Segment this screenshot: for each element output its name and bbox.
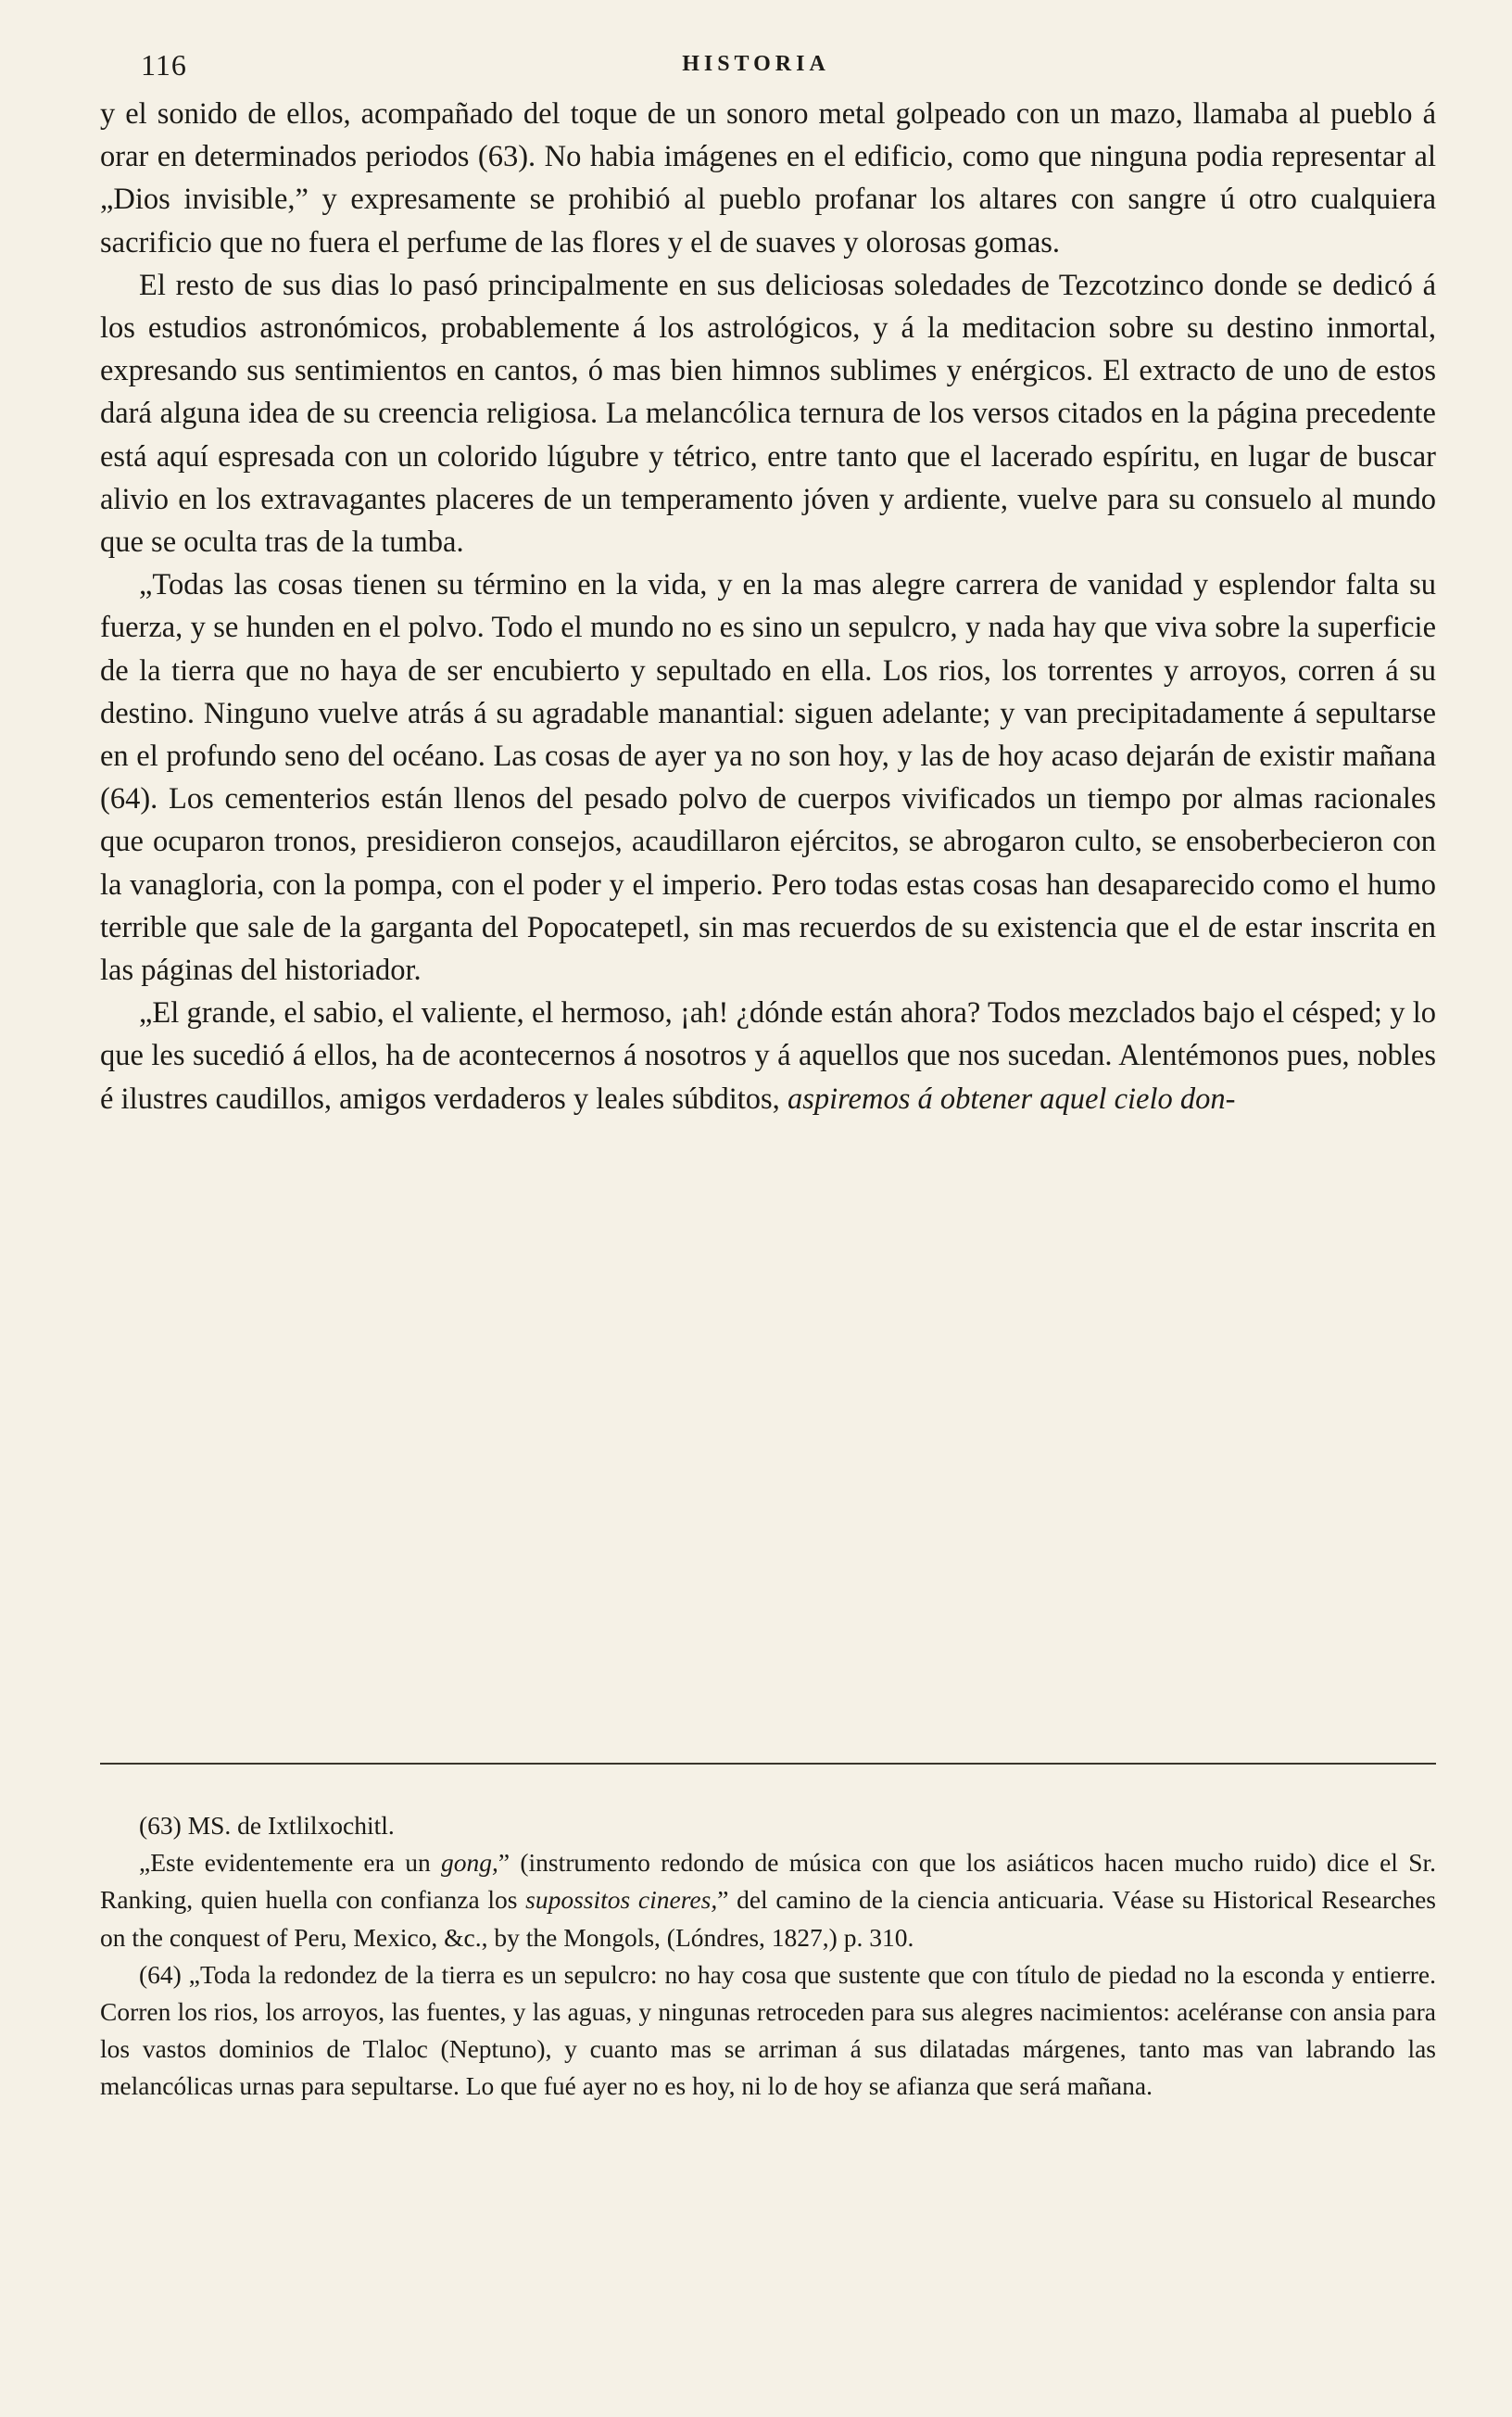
footnote-rule — [100, 1763, 1436, 1765]
footnote-63-part-b: ” (instrumento redondo de música con que los asiáticos hacen mucho ruido) dice el Sr. Ranking, quien huella con confianza los — [100, 1848, 1436, 1915]
footnote-63-supossitos: supossitos cineres, — [525, 1885, 718, 1915]
footnote-63-source: (63) MS. de Ixtlilxochitl. — [139, 1811, 395, 1840]
footnote-63-part-c: ” del camino de la ciencia anticuaria. Véase su Historical Researches on the conquest of Peru, Mexico, &c., by the Mongols, (Lóndres, 1827,) p. 310. — [100, 1885, 1437, 1952]
paragraph-4-italic: aspiremos á obtener aquel cielo don- — [787, 1082, 1236, 1116]
main-text — [100, 93, 1436, 1120]
paragraph-4-text: „El grande, el sabio, el valiente, el hermoso, ¡ah! ¿dónde están ahora? Todos mezclados bajo el césped; y lo que les sucedió á ellos, ha de acontecernos á nosotros y á aquellos que nos sucedan. Alentémonos pues, nobles é ilustres caudillos, amigos verdaderos y leales súbditos, — [100, 996, 1436, 1116]
paragraph-3: „Todas las cosas tienen su término en la vida, y en la mas alegre carrera de vanidad y esplendor falta su fuerza, y se hunden en el polvo. Todo el mundo no es sino un sepulcro, y nada hay que viva sobre la superficie de la tierra que no haya de ser encubierto y sepultado en ella. Los rios, los torrentes y arroyos, corren á su destino. Ninguno vuelve atrás á su agradable manantial: siguen adelante; y van precipitadamente á sepultarse en el profundo seno del océano. Las cosas de ayer ya no son hoy, y las de hoy acaso dejarán de existir mañana (64). Los cementerios están llenos del pesado polvo de cuerpos vivificados un tiempo por almas racionales que ocuparon tronos, presidieron consejos, acaudillaron ejércitos, se abrogaron culto, se ensoberbecieron con la vanagloria, con la pompa, con el poder y el imperio. Pero todas estas cosas han desaparecido como el humo terrible que sale de la garganta del Popocatepetl, sin mas recuerdos de su existencia que el de estar inscrita en las páginas del historiador. — [100, 568, 1436, 988]
paragraph-2: El resto de sus dias lo pasó principalmente en sus deliciosas soledades de Tezcotzinco donde se dedicó á los estudios astronómicos, probablemente á los astrológicos, y á la meditacion sobre su destino inmortal, expresando sus sentimientos en cantos, ó mas bien himnos sublimes y enérgicos. El extracto de uno de estos dará alguna idea de su creencia religiosa. La melancólica ternura de los versos citados en la página precedente está aquí espresada con un colorido lúgubre y tétrico, entre tanto que el lacerado espíritu, en lugar de buscar alivio en los extravagantes placeres de un temperamento jóven y ardiente, vuelve para su consuelo al mundo que se oculta tras de la tumba. — [100, 268, 1436, 560]
footnote-64: (64) „Toda la redondez de la tierra es un sepulcro: no hay cosa que sustente que con título de piedad no la esconda y entierre. Corren los rios, los arroyos, las fuentes, y las aguas, y ningunas retroceden para sus alegres nacimientos: aceléranse con ansia para los vastos dominios de Tlaloc (Neptuno), y cuanto mas se arriman á sus dilatadas márgenes, tanto mas van labrando las melancólicas urnas para sepultarse. Lo que fué ayer no es hoy, ni lo de hoy se afianza que será mañana. — [100, 1959, 1436, 2101]
page-header — [100, 48, 1412, 85]
running-head: HISTORIA — [682, 52, 830, 76]
footnote-63-gong: gong, — [441, 1848, 498, 1878]
page-number: 116 — [141, 48, 187, 82]
footnote-63-text — [100, 1844, 1436, 1956]
paragraph-4 — [100, 992, 1436, 1120]
footnotes — [100, 1807, 1436, 2106]
footnote-63-part-a: „Este evidentemente era un — [139, 1848, 431, 1878]
paragraph-1: y el sonido de ellos, acompañado del toque de un sonoro metal golpeado con un mazo, llamaba al pueblo á orar en determinados periodos (63). No habia imágenes en el edificio, como que ninguna podia representar al „Dios invisible,” y expresamente se prohibió al pueblo profanar los altares con sangre ú otro cualquiera sacrificio que no fuera el perfume de las flores y el de suaves y olorosas gomas. — [100, 97, 1436, 259]
